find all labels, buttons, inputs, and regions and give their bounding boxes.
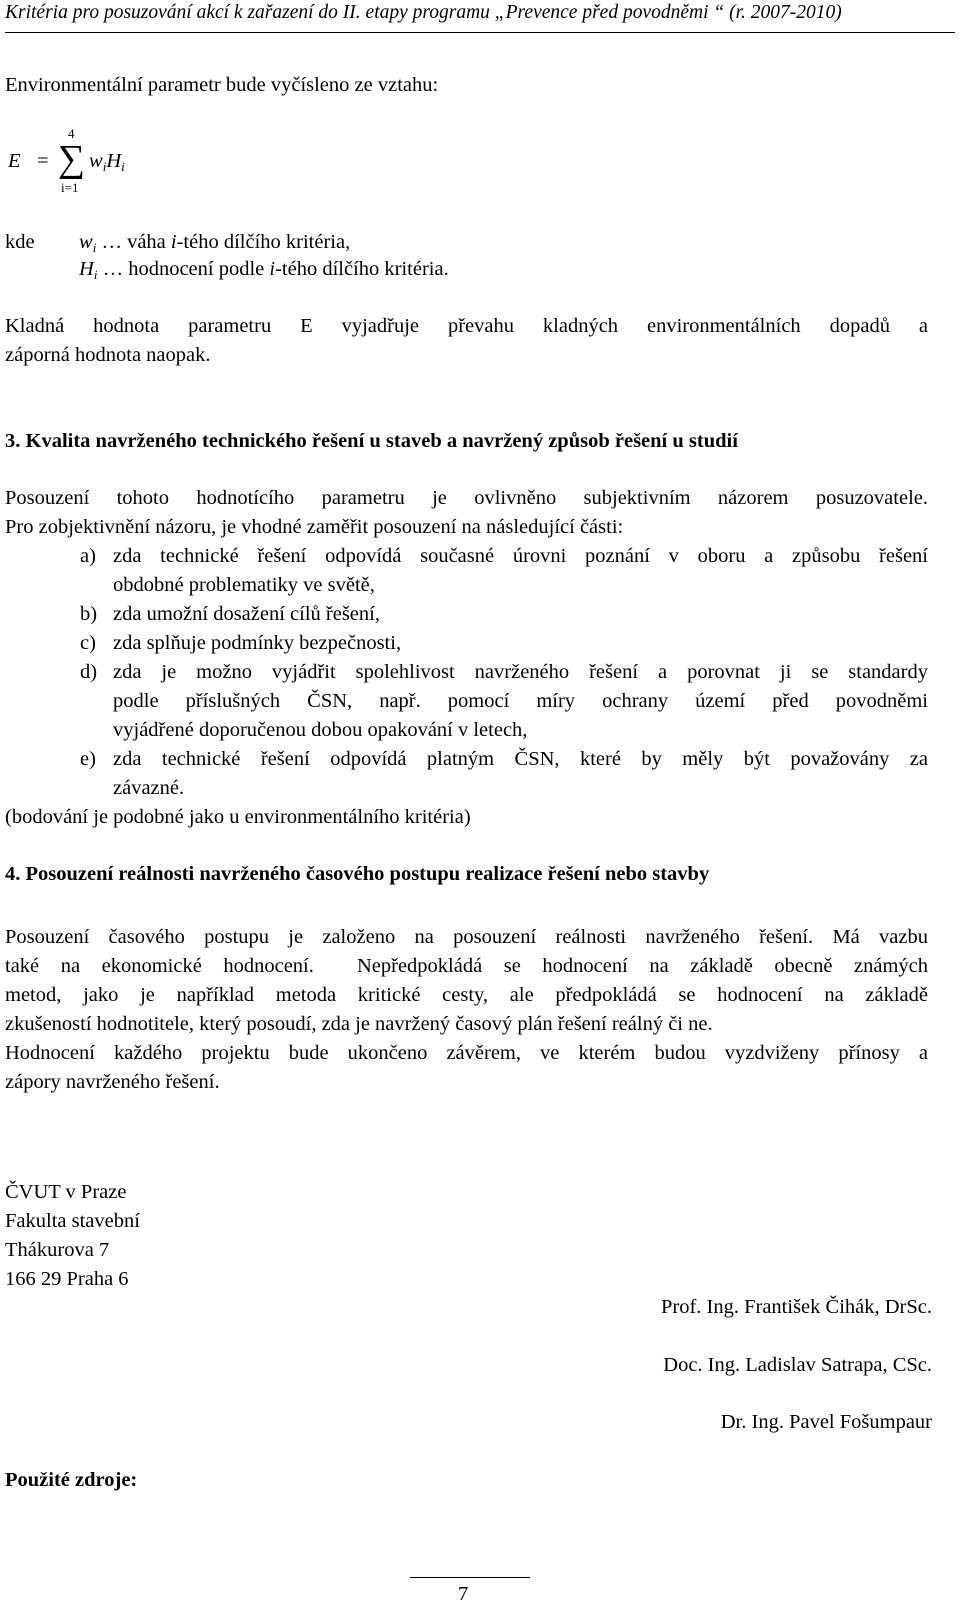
- positive-line-1: Kladná hodnota parametru E vyjadřuje převahu kladných environmentálních dopadů a: [5, 315, 928, 337]
- address-line: Thákurova 7: [5, 1239, 110, 1261]
- list-item-label: a): [80, 545, 96, 567]
- def-w-symbol: w: [79, 231, 93, 253]
- list-item-line: zda splňuje podmínky bezpečnosti,: [113, 632, 402, 654]
- signature-name: Dr. Ing. Pavel Fošumpaur: [720, 1411, 932, 1433]
- formula-w-sub: i: [102, 159, 107, 174]
- formula-equals: =: [37, 150, 49, 172]
- def-h-text-i: i: [269, 258, 276, 280]
- formula-w: w: [89, 150, 103, 172]
- sum-lower-limit: i=1: [61, 180, 79, 195]
- sources-heading: Použité zdroje:: [5, 1469, 138, 1491]
- def-w-text-i: i: [170, 231, 177, 253]
- formula-h: H: [106, 150, 122, 172]
- def-w-sub: i: [92, 240, 97, 255]
- list-item-label: b): [80, 603, 98, 625]
- def-w-text-pre: váha: [127, 231, 171, 253]
- list-item-label: d): [80, 661, 98, 683]
- positive-line-2: záporná hodnota naopak.: [5, 344, 211, 366]
- address-line: 166 29 Praha 6: [5, 1268, 129, 1290]
- section-4-line: metod, jako je například metoda kritické cesty, ale předpokládá se hodnocení na základě: [5, 984, 928, 1006]
- signature-name: Prof. Ing. František Čihák, DrSc.: [660, 1296, 932, 1318]
- section-4-line: zkušeností hodnotitele, který posoudí, zda je navržený časový plán řešení reálný či ne.: [5, 1013, 713, 1035]
- section-4-heading: 4. Posouzení reálnosti navrženého časového postupu realizace řešení nebo stavby: [5, 863, 710, 885]
- list-item-line: zda je možno vyjádřit spolehlivost navrženého řešení a porovnat ji se standardy: [113, 661, 928, 683]
- running-header: Kritéria pro posuzování akcí k zařazení do II. etapy programu „Prevence před povodněmi “ (r. 2007-2010): [5, 0, 955, 33]
- definition-h: [79, 255, 449, 289]
- sum-upper-limit: 4: [68, 126, 75, 141]
- list-item-line: závazné.: [113, 777, 185, 799]
- section-3-heading: 3. Kvalita navrženého technického řešení u staveb a navržený způsob řešení u studií: [5, 430, 738, 452]
- list-item-label: e): [80, 748, 96, 770]
- list-item-line: zda technické řešení odpovídá současné úrovni poznání v oboru a způsobu řešení: [113, 545, 928, 567]
- def-h-sub: i: [93, 267, 98, 282]
- list-item-line: podle příslušných ČSN, např. pomocí míry ochrany území před povodněmi: [113, 690, 928, 712]
- list-item-line: obdobné problematiky ve světě,: [113, 574, 375, 596]
- definitions-kde: kde: [5, 231, 35, 253]
- section-4-line: také na ekonomické hodnocení. Nepředpokládá se hodnocení na základě obecně známých: [5, 955, 928, 977]
- address-line: Fakulta stavební: [5, 1210, 140, 1232]
- def-h-text-pre: hodnocení podle: [128, 258, 270, 280]
- section-4-line: Hodnocení každého projektu bude ukončeno závěrem, ve kterém budou vyzdviženy přínosy a: [5, 1042, 928, 1064]
- signature-name: Doc. Ing. Ladislav Satrapa, CSc.: [663, 1354, 932, 1376]
- formula-term: [89, 147, 125, 181]
- page-number: 7: [458, 1583, 469, 1605]
- list-item-label: c): [80, 632, 96, 654]
- def-h-dots: …: [102, 258, 124, 280]
- formula-h-sub: i: [121, 159, 125, 174]
- def-h-text-post: -tého dílčího kritéria.: [275, 258, 449, 280]
- list-item-line: vyjádřené doporučenou dobou opakování v letech,: [113, 719, 528, 741]
- section-3-paragraph-line-1: Posouzení tohoto hodnotícího parametru je ovlivněno subjektivním názorem posuzovatele.: [5, 487, 928, 509]
- intro-text: Environmentální parametr bude vyčísleno ze vztahu:: [5, 74, 439, 96]
- list-item-line: zda technické řešení odpovídá platným ČSN, které by měly být považovány za: [113, 748, 928, 770]
- section-3-note: (bodování je podobné jako u environmentálního kritéria): [5, 806, 471, 828]
- section-4-line: zápory navrženého řešení.: [5, 1071, 220, 1093]
- section-4-line: Posouzení časového postupu je založeno na posouzení reálnosti navrženého řešení. Má vazbu: [5, 926, 928, 948]
- address-line: ČVUT v Praze: [5, 1181, 127, 1203]
- list-item-line: zda umožní dosažení cílů řešení,: [113, 603, 380, 625]
- def-w-dots: …: [101, 231, 122, 253]
- section-3-paragraph-line-2: Pro zobjektivnění názoru, je vhodné zaměřit posouzení na následující části:: [5, 516, 624, 538]
- footer-divider: [410, 1577, 530, 1578]
- def-w-text-post: -tého dílčího kritéria,: [176, 231, 351, 253]
- sum-icon: ∑: [58, 138, 86, 180]
- formula-lhs: E: [8, 150, 21, 172]
- def-h-symbol: H: [79, 258, 94, 280]
